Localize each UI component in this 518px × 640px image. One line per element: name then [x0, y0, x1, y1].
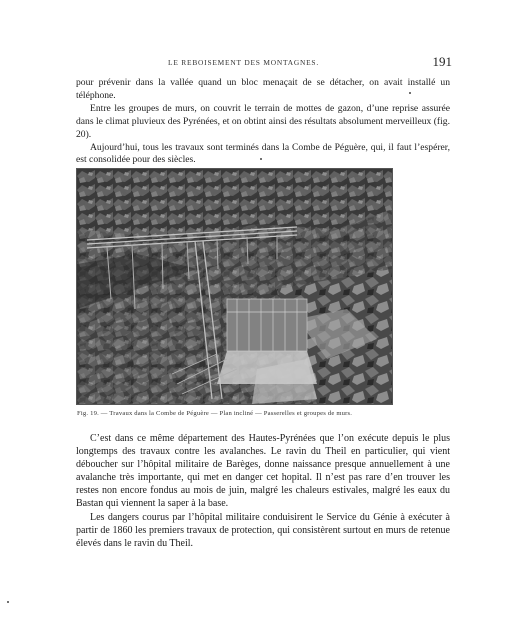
paragraph-service-du-genie: Les dangers courus par l’hôpital militaire conduisirent le Service du Génie à exécuter à partir de 1860 les premiers travaux de protection, qui consistèrent surtout en murs de retenue élevés dans le ravin du Theil.	[76, 511, 450, 549]
figure-caption: Fig. 19. — Travaux dans la Combe de Péguère — Plan incliné — Passerelles et groupes de murs.	[77, 410, 353, 417]
figure-19-photograph	[76, 168, 393, 405]
paragraph-continuation: pour prévenir dans la vallée quand un bloc menaçait de se détacher, on avait installé un téléphone.	[76, 77, 450, 101]
page-number: 191	[432, 54, 452, 69]
top-text-block	[76, 77, 450, 167]
page-header	[70, 56, 452, 72]
paragraph-hautes-pyrenees: C’est dans ce même département des Hautes-Pyrénées que l’on exécute depuis le plus longtemps des travaux contre les avalanches. Le ravin du Theil en particulier, qui vient déboucher sur l’hôpital militaire de Barèges, donne naissance presque annuellement à une avalanche très importante, qui met en danger cet hopital. Il n’est pas rare d’en trouver les restes non encore fondus au mois de juin, malgré les chaleurs estivales, malgré les eaux du Bastan qui viennent la saper à la base.	[76, 433, 450, 510]
print-speck	[260, 158, 262, 160]
print-speck	[409, 92, 411, 94]
paragraph-gazon: Entre les groupes de murs, on couvrit le terrain de mottes de gazon, d’une reprise assurée dans le climat pluvieux des Pyrénées, et on obtint ainsi des résultats absolument merveilleux (fig. 20).	[76, 102, 450, 140]
bottom-text-block	[76, 432, 450, 550]
paragraph-aujourdhui: Aujourd’hui, tous les travaux sont terminés dans la Combe de Péguère, qui, il faut l’espérer, est consolidée pour des siècles.	[76, 141, 450, 166]
photo-illustration	[77, 169, 392, 404]
print-speck	[7, 601, 9, 603]
running-head: LE REBOISEMENT DES MONTAGNES.	[168, 58, 319, 67]
